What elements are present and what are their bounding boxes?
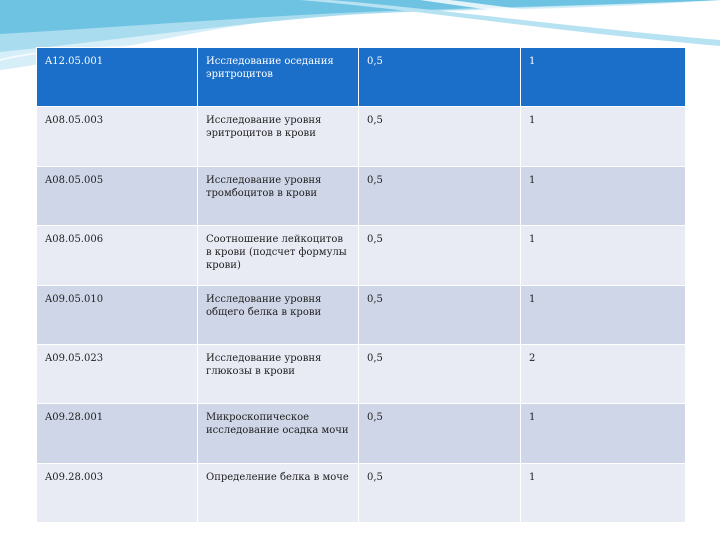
cell-value-1: 0,5 (359, 285, 521, 344)
cell-value-1: 0,5 (359, 107, 521, 166)
cell-code: A09.05.010 (37, 285, 198, 344)
cell-value-2: 1 (521, 463, 686, 522)
cell-code: A08.05.005 (37, 166, 198, 225)
cell-value-2: 1 (521, 226, 686, 285)
services-table (36, 47, 686, 523)
table-row (37, 107, 686, 166)
cell-code: A08.05.003 (37, 107, 198, 166)
cell-value-1: 0,5 (359, 166, 521, 225)
cell-name: Микроскопическое исследование осадка мочи (198, 404, 359, 463)
cell-name: Соотношение лейкоцитов в крови (подсчет формулы крови) (198, 226, 359, 285)
cell-name: Исследование уровня эритроцитов в крови (198, 107, 359, 166)
cell-value-2: 1 (521, 107, 686, 166)
cell-value-2: 1 (521, 404, 686, 463)
table-row (37, 463, 686, 522)
cell-code: A09.28.001 (37, 404, 198, 463)
cell-name: Исследование оседания эритроцитов (198, 48, 359, 107)
cell-code: A08.05.006 (37, 226, 198, 285)
cell-name: Определение белка в моче (198, 463, 359, 522)
cell-name: Исследование уровня тромбоцитов в крови (198, 166, 359, 225)
cell-code: A12.05.001 (37, 48, 198, 107)
cell-name: Исследование уровня общего белка в крови (198, 285, 359, 344)
table-row (37, 404, 686, 463)
cell-code: A09.28.003 (37, 463, 198, 522)
table-row (37, 285, 686, 344)
cell-value-1: 0,5 (359, 344, 521, 403)
table-row (37, 226, 686, 285)
cell-value-2: 1 (521, 285, 686, 344)
cell-name: Исследование уровня глюкозы в крови (198, 344, 359, 403)
table-row (37, 344, 686, 403)
cell-code: A09.05.023 (37, 344, 198, 403)
cell-value-2: 1 (521, 166, 686, 225)
cell-value-2: 1 (521, 48, 686, 107)
cell-value-1: 0,5 (359, 48, 521, 107)
cell-value-1: 0,5 (359, 226, 521, 285)
table-row (37, 48, 686, 107)
table-row (37, 166, 686, 225)
cell-value-1: 0,5 (359, 404, 521, 463)
cell-value-2: 2 (521, 344, 686, 403)
cell-value-1: 0,5 (359, 463, 521, 522)
